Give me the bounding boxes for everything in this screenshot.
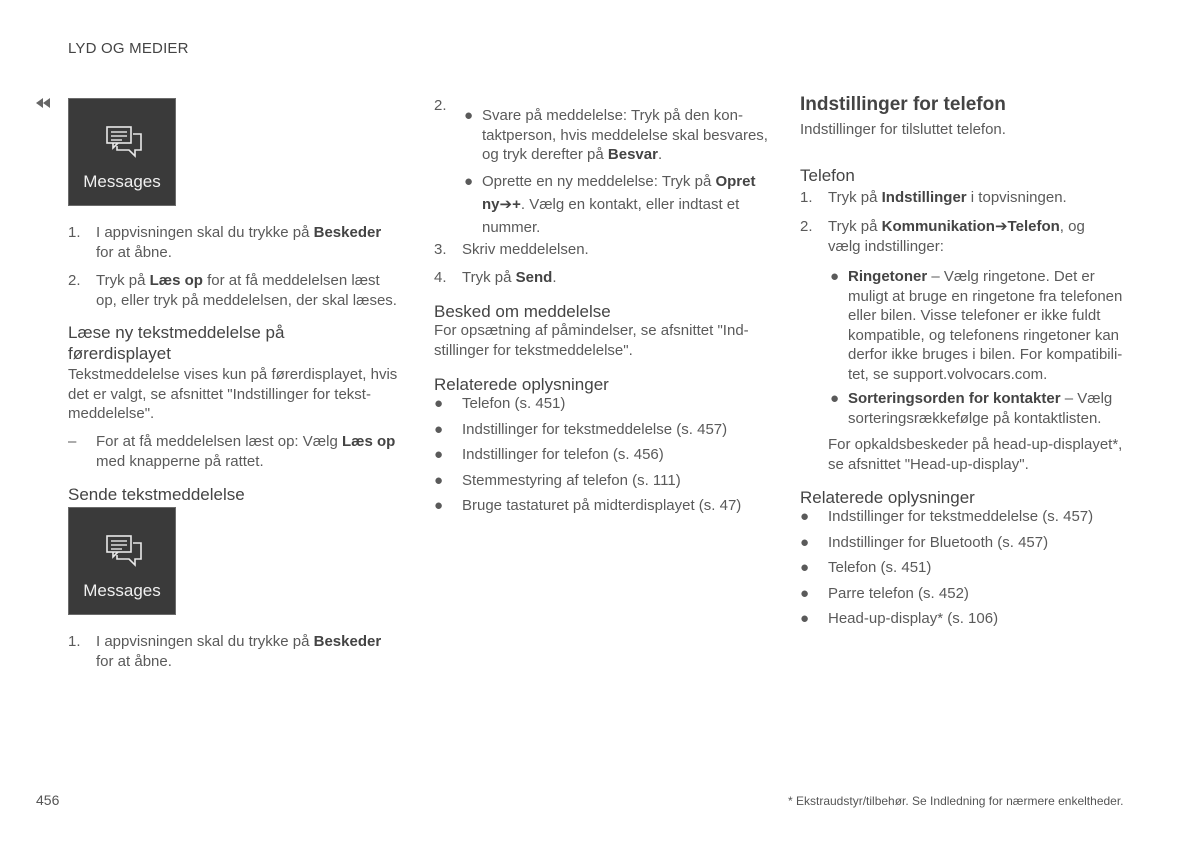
tile-label: Messages: [83, 172, 161, 191]
messages-app-tile: [68, 98, 176, 206]
related-link[interactable]: ● Bruge tastaturet på midterdisplayet (s. 47): [434, 497, 742, 514]
related-links-list: [434, 394, 779, 522]
section-heading: Sende tekstmeddelelse: [68, 485, 245, 504]
list-item: ● Sorteringsorden for kontakter – Vælg sorteringsrækkefølge på kontaktlisten.: [830, 390, 1113, 427]
related-link[interactable]: ● Stemmestyring af telefon (s. 111): [434, 471, 681, 489]
list-item: 3. Skriv meddelelsen.: [434, 241, 589, 258]
list-item: 2. Tryk på Kommunikation➔Telefon, og vælg indstillinger:: [800, 218, 1085, 255]
rewind-icon: [36, 97, 56, 109]
chat-bubbles-icon: [106, 126, 142, 158]
section-heading: Relaterede oplysninger: [800, 488, 975, 507]
related-link[interactable]: ● Telefon (s. 451): [800, 559, 932, 576]
section-heading: Besked om meddelelse: [434, 302, 611, 321]
section-label: LYD OG MEDIER: [68, 40, 189, 57]
list-item: 1. Tryk på Indstillinger i topvisningen.: [800, 189, 1067, 206]
related-link[interactable]: ● Parre telefon (s. 452): [800, 584, 969, 602]
list-item: ● Svare på meddelelse: Tryk på den kon- taktperson, hvis meddelelse skal besvares, og tryk derefter på Besvar.: [464, 107, 768, 163]
section-heading: Telefon: [800, 166, 855, 185]
bullet: ●: [464, 107, 474, 124]
bullet: ●: [830, 268, 840, 285]
bullet: ●: [464, 173, 474, 190]
paragraph: For opsætning af påmindelser, se afsnittet "Ind- stillinger for tekstmeddelelse".: [434, 322, 749, 359]
related-links-list: [800, 507, 1140, 635]
related-link[interactable]: ● Head-up-display* (s. 106): [800, 610, 999, 627]
related-link[interactable]: ● Telefon (s. 451): [434, 395, 566, 412]
related-link[interactable]: ● Indstillinger for tekstmeddelelse (s. 457): [434, 420, 728, 438]
paragraph: Tekstmeddelelse vises kun på førerdisplayet, hvis det er valgt, se afsnittet "Indstillinger for tekst- meddelelse".: [68, 366, 398, 422]
related-link[interactable]: ● Indstillinger for Bluetooth (s. 457): [800, 533, 1049, 551]
page-title: Indstillinger for telefon: [800, 94, 1006, 115]
list-item: 1. I appvisningen skal du trykke på Beskeder for at åbne.: [68, 224, 382, 261]
list-item: 2. Tryk på Læs op for at få meddelelsen læst op, eller tryk på meddelelsen, der skal læses.: [68, 272, 397, 309]
messages-app-tile: [68, 507, 176, 615]
section-heading: Læse ny tekstmeddelelse på førerdisplayet: [68, 323, 285, 363]
bullet: ●: [830, 390, 840, 407]
tile-label: Messages: [83, 581, 161, 600]
dash-item: – For at få meddelelsen læst op: Vælg Læs op med knapperne på rattet.: [68, 433, 396, 470]
step-number: 2.: [434, 97, 447, 114]
related-link[interactable]: ● Indstillinger for tekstmeddelelse (s. 457): [800, 508, 1094, 525]
related-link[interactable]: ● Indstillinger for telefon (s. 456): [434, 446, 664, 463]
footnote: * Ekstraudstyr/tilbehør. Se Indledning for nærmere enkeltheder.: [788, 794, 1124, 808]
chat-bubbles-icon: [106, 535, 142, 567]
arrow-icon: ➔: [994, 218, 1008, 235]
section-heading: Relaterede oplysninger: [434, 375, 609, 394]
list-item: 1. I appvisningen skal du trykke på Beskeder for at åbne.: [68, 633, 382, 670]
list-item: ● Oprette en ny meddelelse: Tryk på Opret ny➔+. Vælg en kontakt, eller indtast et nummer.: [464, 170, 784, 239]
subtitle: Indstillinger for tilsluttet telefon.: [800, 121, 1006, 138]
arrow-icon: ➔: [499, 196, 513, 213]
page-number: 456: [36, 792, 60, 808]
paragraph: For opkaldsbeskeder på head-up-displayet*, se afsnittet "Head-up-display".: [828, 436, 1123, 473]
list-item: 4. Tryk på Send.: [434, 269, 557, 286]
list-item: ● Ringetoner – Vælg ringetone. Det er muligt at bruge en ringetone fra telefonen eller bilen. Visse telefoner er ikke fuldt kompatible, og telefonens ringetoner kan derfor ikke bruges i bilen. For kompatibili- tet, se support.volvocars.com.: [830, 268, 1123, 383]
